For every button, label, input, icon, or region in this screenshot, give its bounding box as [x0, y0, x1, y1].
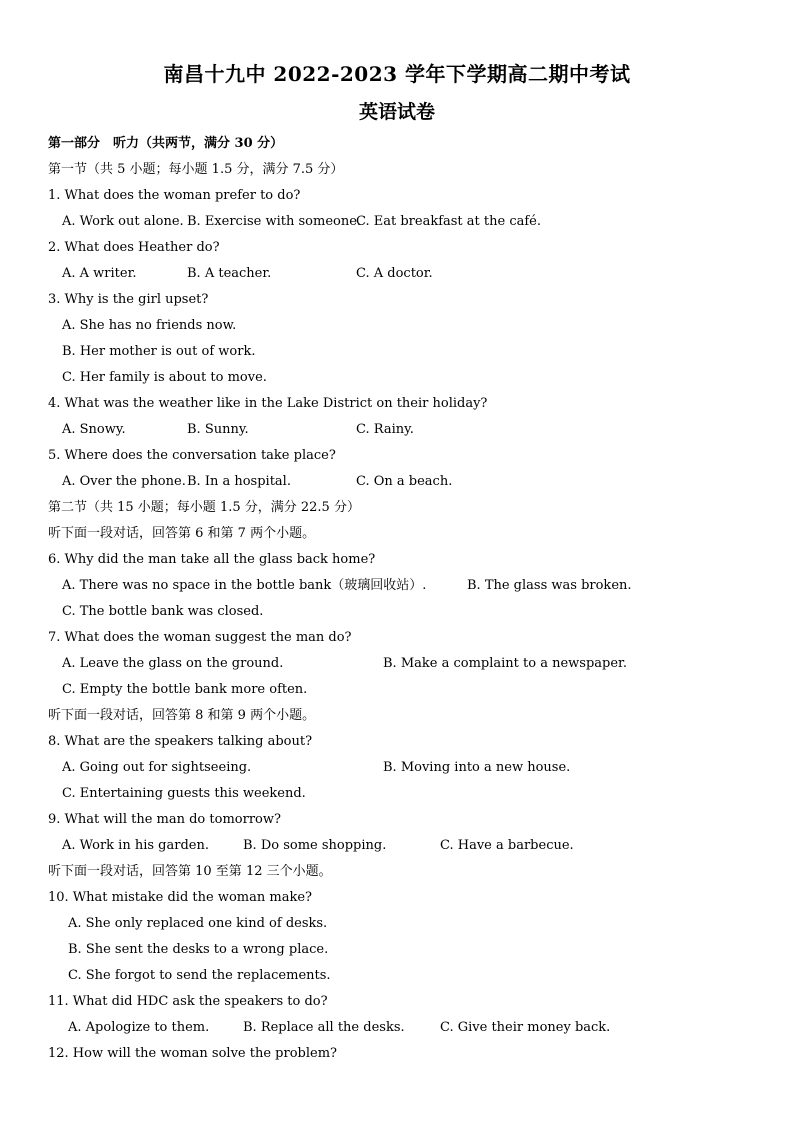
option-a: A. She only replaced one kind of desks.	[68, 916, 328, 931]
question-stem: 6. Why did the man take all the glass back home?	[48, 552, 376, 567]
question-stem: 9. What will the man do tomorrow?	[48, 812, 281, 827]
option-c: C. Rainy.	[356, 422, 414, 437]
section1-heading: 第一节（共 5 小题；每小题 1.5 分，满分 7.5 分）	[48, 162, 344, 177]
dialogue-instruction: 听下面一段对话，回答第 8 和第 9 两个小题。	[48, 708, 316, 723]
question-stem: 7. What does the woman suggest the man do?	[48, 630, 352, 645]
question-stem: 10. What mistake did the woman make?	[48, 890, 312, 905]
option-b: B. Make a complaint to a newspaper.	[383, 656, 627, 671]
option-c: C. The bottle bank was closed.	[62, 604, 264, 619]
section2-heading: 第二节（共 15 小题；每小题 1.5 分，满分 22.5 分）	[48, 500, 360, 515]
question-stem: 3. Why is the girl upset?	[48, 292, 209, 307]
option-a: A. A writer.	[62, 266, 137, 281]
exam-title: 南昌十九中 2022-2023 学年下学期高二期中考试	[163, 62, 631, 86]
question-stem: 8. What are the speakers talking about?	[48, 734, 313, 749]
question-stem: 1. What does the woman prefer to do?	[48, 188, 301, 203]
option-a: A. There was no space in the bottle bank（玻璃回收站）.	[62, 578, 427, 593]
option-a: A. Leave the glass on the ground.	[62, 656, 284, 671]
option-c: C. A doctor.	[356, 266, 433, 281]
option-b: B. Sunny.	[187, 422, 249, 437]
option-c: C. Entertaining guests this weekend.	[62, 786, 306, 801]
option-b: B. In a hospital.	[187, 474, 291, 489]
option-c: C. Eat breakfast at the café.	[356, 214, 541, 229]
option-c: C. Have a barbecue.	[440, 838, 574, 853]
option-b: B. Her mother is out of work.	[62, 344, 256, 359]
exam-subtitle: 英语试卷	[358, 101, 435, 123]
option-b: B. The glass was broken.	[467, 578, 632, 593]
option-a: A. Snowy.	[62, 422, 126, 437]
question-stem: 12. How will the woman solve the problem?	[48, 1046, 338, 1061]
option-a: A. Work in his garden.	[62, 838, 209, 853]
option-b: B. Exercise with someone.	[187, 214, 362, 229]
option-b: B. Moving into a new house.	[383, 760, 571, 775]
option-c: C. Her family is about to move.	[62, 370, 267, 385]
option-a: A. Over the phone.	[62, 474, 186, 489]
option-a: A. Apologize to them.	[68, 1020, 210, 1035]
option-c: C. Empty the bottle bank more often.	[62, 682, 308, 697]
option-b: B. She sent the desks to a wrong place.	[68, 942, 329, 957]
question-stem: 11. What did HDC ask the speakers to do?	[48, 994, 328, 1009]
option-c: C. On a beach.	[356, 474, 453, 489]
part1-heading: 第一部分 听力（共两节，满分 30 分）	[48, 136, 284, 151]
option-c: C. She forgot to send the replacements.	[68, 968, 331, 983]
question-stem: 4. What was the weather like in the Lake District on their holiday?	[48, 396, 488, 411]
question-stem: 5. Where does the conversation take place?	[48, 448, 336, 463]
option-a: A. Work out alone.	[62, 214, 184, 229]
question-stem: 2. What does Heather do?	[48, 240, 220, 255]
dialogue-instruction: 听下面一段对话，回答第 6 和第 7 两个小题。	[48, 526, 316, 541]
dialogue-instruction: 听下面一段对话，回答第 10 至第 12 三个小题。	[48, 864, 332, 879]
option-b: B. Do some shopping.	[243, 838, 387, 853]
option-c: C. Give their money back.	[440, 1020, 611, 1035]
option-a: A. Going out for sightseeing.	[62, 760, 252, 775]
option-b: B. A teacher.	[187, 266, 272, 281]
option-b: B. Replace all the desks.	[243, 1020, 405, 1035]
option-a: A. She has no friends now.	[62, 318, 237, 333]
